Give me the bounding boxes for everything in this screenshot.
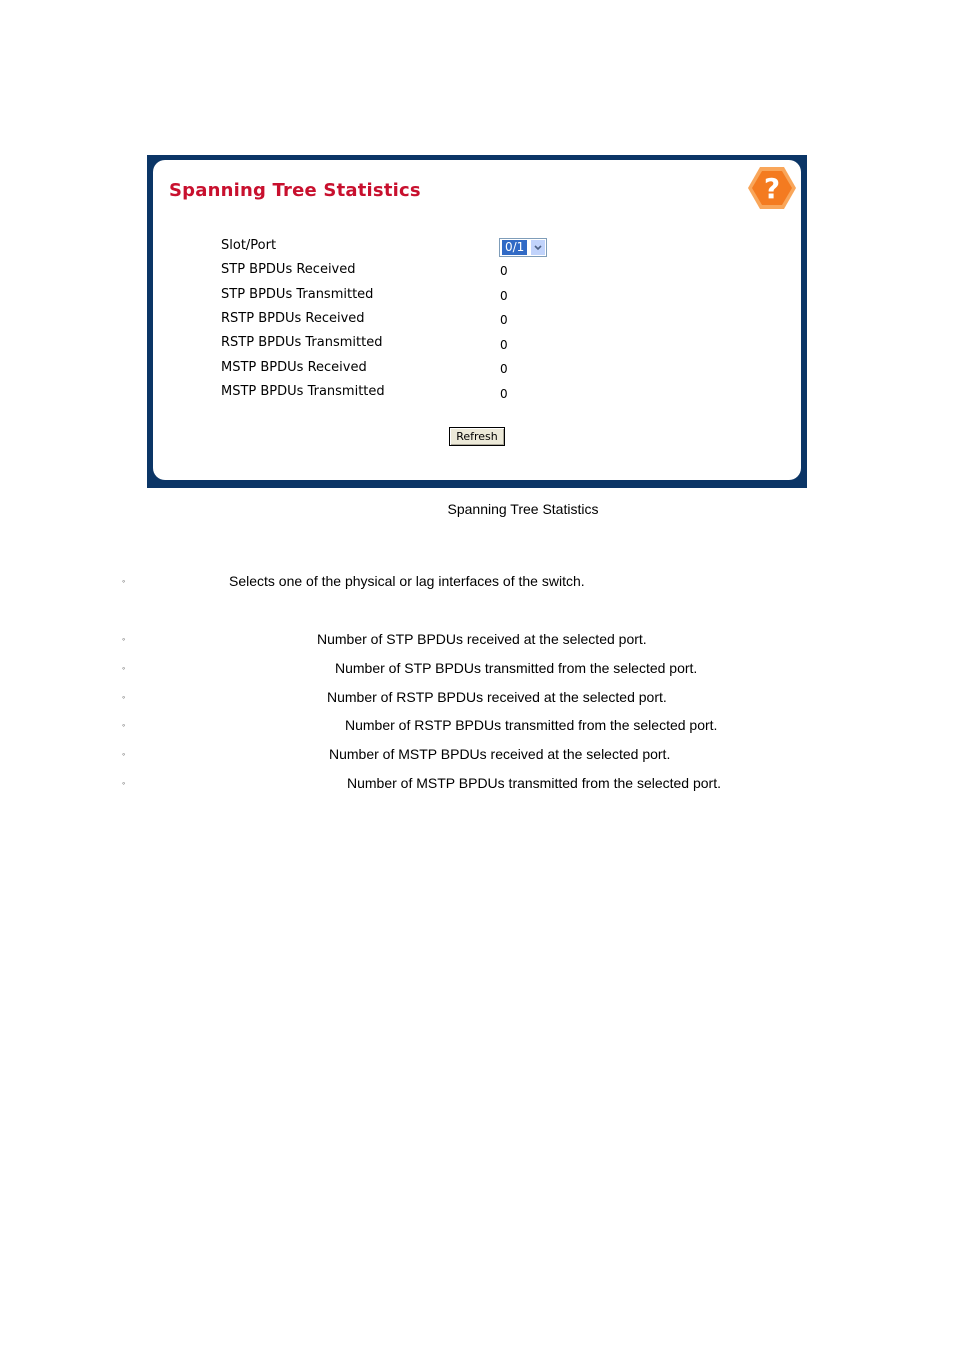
rstp-transmitted-value: 0	[500, 338, 508, 352]
bullet-icon: ◦	[122, 576, 126, 586]
slot-port-value: 0/1	[502, 240, 527, 255]
bullet-icon: ◦	[122, 663, 126, 673]
chevron-down-icon[interactable]	[531, 240, 545, 255]
page-title: Spanning Tree Statistics	[169, 180, 421, 201]
refresh-button[interactable]: Refresh	[449, 427, 505, 446]
bullet-icon: ◦	[122, 720, 126, 730]
description-slot-port: Selects one of the physical or lag interfaces of the switch.	[229, 573, 585, 589]
description-rstp-received: Number of RSTP BPDUs received at the selected port.	[327, 689, 667, 705]
slot-port-select[interactable]	[499, 238, 547, 257]
rstp-received-value: 0	[500, 313, 508, 327]
bullet-icon: ◦	[122, 634, 126, 644]
stp-transmitted-value: 0	[500, 289, 508, 303]
svg-text:?: ?	[763, 172, 781, 205]
description-mstp-received: Number of MSTP BPDUs received at the selected port.	[329, 746, 671, 762]
screenshot-frame	[147, 155, 807, 488]
help-question-icon[interactable]	[747, 165, 797, 211]
rstp-transmitted-label: RSTP BPDUs Transmitted	[221, 335, 383, 350]
description-mstp-transmitted: Number of MSTP BPDUs transmitted from the selected port.	[347, 775, 721, 791]
mstp-transmitted-label: MSTP BPDUs Transmitted	[221, 384, 385, 399]
bullet-icon: ◦	[122, 692, 126, 702]
rstp-received-label: RSTP BPDUs Received	[221, 311, 365, 326]
description-stp-received: Number of STP BPDUs received at the selected port.	[317, 631, 647, 647]
mstp-received-value: 0	[500, 362, 508, 376]
bullet-icon: ◦	[122, 778, 126, 788]
stp-received-label: STP BPDUs Received	[221, 262, 356, 277]
panel	[153, 160, 801, 480]
mstp-transmitted-value: 0	[500, 387, 508, 401]
bullet-icon: ◦	[122, 749, 126, 759]
stp-transmitted-label: STP BPDUs Transmitted	[221, 287, 374, 302]
stp-received-value: 0	[500, 264, 508, 278]
slot-port-label: Slot/Port	[221, 238, 277, 253]
description-rstp-transmitted: Number of RSTP BPDUs transmitted from the selected port.	[345, 717, 718, 733]
description-stp-transmitted: Number of STP BPDUs transmitted from the selected port.	[335, 660, 698, 676]
mstp-received-label: MSTP BPDUs Received	[221, 360, 367, 375]
figure-caption: Spanning Tree Statistics	[447, 501, 599, 517]
